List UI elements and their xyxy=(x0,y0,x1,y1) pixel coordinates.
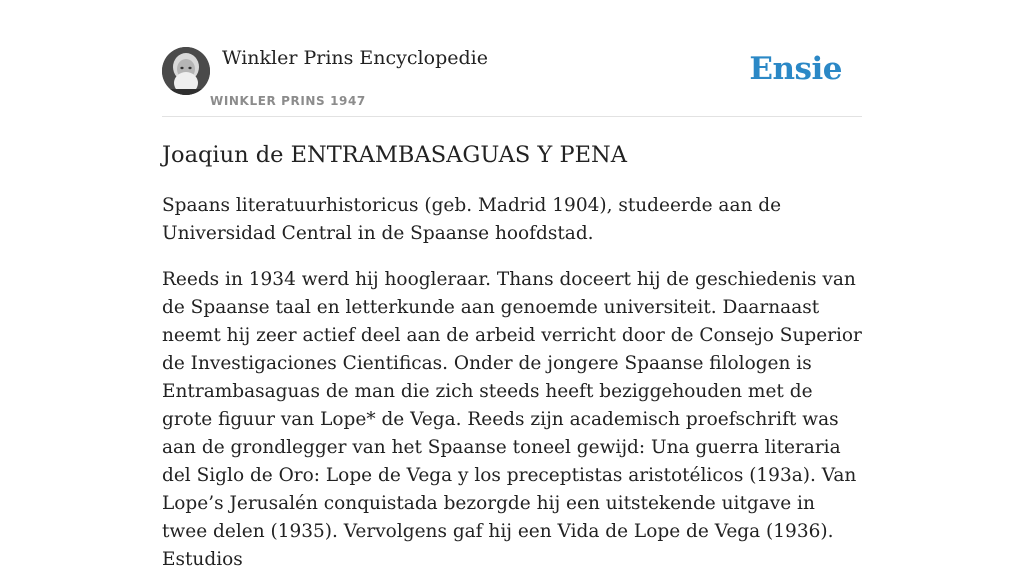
article-title: Joaqiun de ENTRAMBASAGUAS Y PENA xyxy=(162,142,627,168)
article-paragraph: Spaans literatuurhistoricus (geb. Madrid 1904), studeerde aan de Universidad Central in de Spaanse hoofdstad. xyxy=(162,195,782,244)
portrait-image xyxy=(162,47,210,95)
source-header xyxy=(162,0,862,117)
edition-label[interactable]: WINKLER PRINS 1947 xyxy=(210,94,366,108)
article-page xyxy=(162,0,862,570)
source-title[interactable]: Winkler Prins Encyclopedie xyxy=(222,47,488,69)
brand-logo[interactable]: Ensie xyxy=(749,51,842,87)
article-paragraph: Reeds in 1934 werd hij hoogleraar. Thans doceert hij de geschiedenis van de Spaanse taal en letterkunde aan genoemde universiteit. Daarnaast neemt hij zeer actief deel aan de arbeid verricht door de Consejo Superior de Investigaciones Cientificas. Onder de jongere Spaanse filologen is Entrambasaguas de man die zich steeds heeft beziggehouden met de grote figuur van Lope* de Vega. Reeds zijn academisch proefschrift was aan de grondlegger van het Spaanse toneel gewijd: Una guerra literaria del Siglo de Oro: Lope de Vega y los preceptistas aristotélicos (193a). Van Lope’s Jerusalén conquistada bezorgde hij een uitstekende uitgave in twee delen (1935). Vervolgens gaf hij een Vida de Lope de Vega (1936). Estudios xyxy=(162,269,862,570)
author-avatar[interactable] xyxy=(162,47,210,95)
